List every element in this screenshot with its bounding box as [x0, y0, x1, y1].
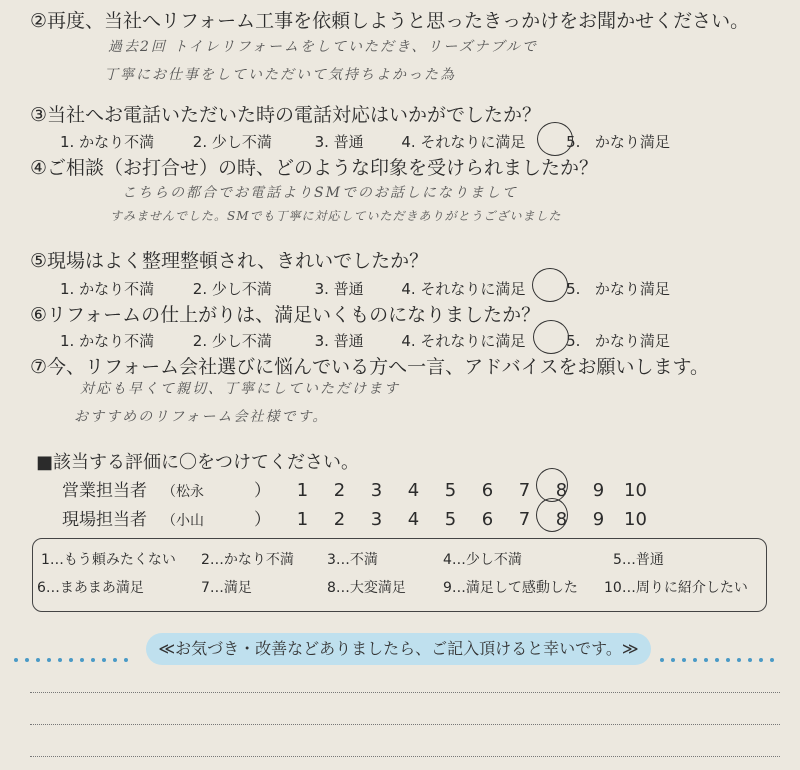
- option-4: 4. それなりに満足: [401, 280, 526, 298]
- question-4: ④ご相談（お打合せ）の時、どのような印象を受けられましたか？: [30, 157, 599, 179]
- rating-4: 4: [407, 480, 420, 501]
- row-label: 現場担当者: [62, 510, 147, 530]
- rating-7: 7: [518, 480, 531, 501]
- option-2: 2. 少し不満: [192, 332, 272, 350]
- comment-line[interactable]: [30, 756, 780, 757]
- rating-3: 3: [370, 480, 383, 501]
- row-label: 営業担当者: [62, 481, 147, 501]
- rating-4: 4: [407, 509, 420, 530]
- rating-3: 3: [370, 509, 383, 530]
- rating-1: 1: [296, 480, 309, 501]
- options-6: [60, 330, 670, 351]
- rating-2: 2: [333, 480, 346, 501]
- options-3: [60, 131, 670, 152]
- dots-left: [14, 647, 135, 651]
- selection-circle: [532, 268, 568, 302]
- option-3: 3. 普通: [314, 280, 364, 298]
- legend-item: 10…周りに紹介したい: [604, 580, 748, 596]
- legend-item: 1…もう頼みたくない: [41, 552, 176, 568]
- comment-banner: ≪お気づき・改善などありましたら、ご記入頂けると幸いです。≫: [146, 633, 651, 665]
- rating-8: 8: [555, 480, 568, 501]
- legend-item: 2…かなり不満: [201, 552, 294, 568]
- rating-6: 6: [481, 509, 494, 530]
- answer-7-line2: おすすめのリフォーム会社様です。: [74, 409, 329, 425]
- rating-8: 8: [555, 509, 568, 530]
- option-1: 1. かなり不満: [60, 133, 155, 151]
- rating-6: 6: [481, 480, 494, 501]
- answer-4-line1: こちらの都合でお電話よりSMでのお話しになりまして: [122, 185, 518, 201]
- rating-9: 9: [592, 509, 605, 530]
- comment-line[interactable]: [30, 692, 780, 693]
- option-1: 1. かなり不満: [60, 280, 155, 298]
- rating-10: 10: [624, 480, 647, 501]
- legend-item: 7…満足: [201, 580, 252, 596]
- paren-close: ）: [254, 510, 271, 530]
- option-5: 5.: [566, 133, 581, 151]
- rating-5: 5: [444, 480, 457, 501]
- answer-7-line1: 対応も早くて親切、丁寧にしていただけます: [80, 381, 400, 397]
- rating-2: 2: [333, 509, 346, 530]
- legend-item: 9…満足して感動した: [443, 580, 578, 596]
- rating-7: 7: [518, 509, 531, 530]
- question-3: ③当社へお電話いただいた時の電話対応はいかがでしたか？: [30, 104, 542, 126]
- option-2: 2. 少し不満: [192, 133, 272, 151]
- option-1: 1. かなり不満: [60, 332, 155, 350]
- answer-2-line2: 丁寧にお仕事をしていただいて気持ちよかった為: [104, 67, 456, 83]
- option-3: 3. 普通: [314, 332, 364, 350]
- rating-circle-site: [536, 498, 568, 532]
- rating-10: 10: [624, 509, 647, 530]
- evaluation-heading: ■該当する評価に〇をつけてください。: [36, 452, 360, 473]
- option-2: 2. 少し不満: [192, 280, 272, 298]
- rating-circle-sales: [536, 468, 568, 502]
- option-3: 3. 普通: [314, 133, 364, 151]
- rating-1: 1: [296, 509, 309, 530]
- option-5-label: かなり満足: [594, 280, 670, 298]
- question-7: ⑦今、リフォーム会社選びに悩んでいる方へ一言、アドバイスをお願いします。: [30, 356, 709, 378]
- question-6: ⑥リフォームの仕上がりは、満足いくものになりましたか？: [30, 304, 541, 326]
- legend-item: 4…少し不満: [443, 552, 522, 568]
- rating-9: 9: [592, 480, 605, 501]
- comment-line[interactable]: [30, 724, 780, 725]
- legend-item: 3…不満: [327, 552, 378, 568]
- option-5: 5.: [566, 280, 581, 298]
- selection-circle: [537, 122, 573, 156]
- answer-2-line1: 過去2回 トイレリフォームをしていただき、リーズナブルで: [108, 39, 538, 55]
- paren-close: ）: [254, 481, 271, 501]
- option-5-label: かなり満足: [594, 133, 670, 151]
- selection-circle: [533, 320, 569, 354]
- option-4: 4. それなりに満足: [401, 332, 526, 350]
- rating-5: 5: [444, 509, 457, 530]
- legend-item: 8…大変満足: [327, 580, 406, 596]
- question-5: ⑤現場はよく整理整頓され、きれいでしたか？: [30, 250, 429, 272]
- answer-4-line2: すみませんでした。SMでも丁寧に対応していただきありがとうございました: [110, 209, 562, 223]
- legend-item: 5…普通: [613, 552, 664, 568]
- option-5-label: かなり満足: [594, 332, 670, 350]
- staff-name: （松永: [162, 484, 204, 500]
- question-2: ②再度、当社へリフォーム工事を依頼しようと思ったきっかけをお聞かせください。: [30, 10, 750, 32]
- options-5: [60, 278, 670, 299]
- dots-right: [660, 647, 781, 651]
- staff-name: （小山: [162, 513, 204, 529]
- legend-item: 6…まあまあ満足: [37, 580, 144, 596]
- rating-legend: [32, 538, 767, 612]
- option-5: 5.: [566, 332, 581, 350]
- option-4: 4. それなりに満足: [401, 133, 526, 151]
